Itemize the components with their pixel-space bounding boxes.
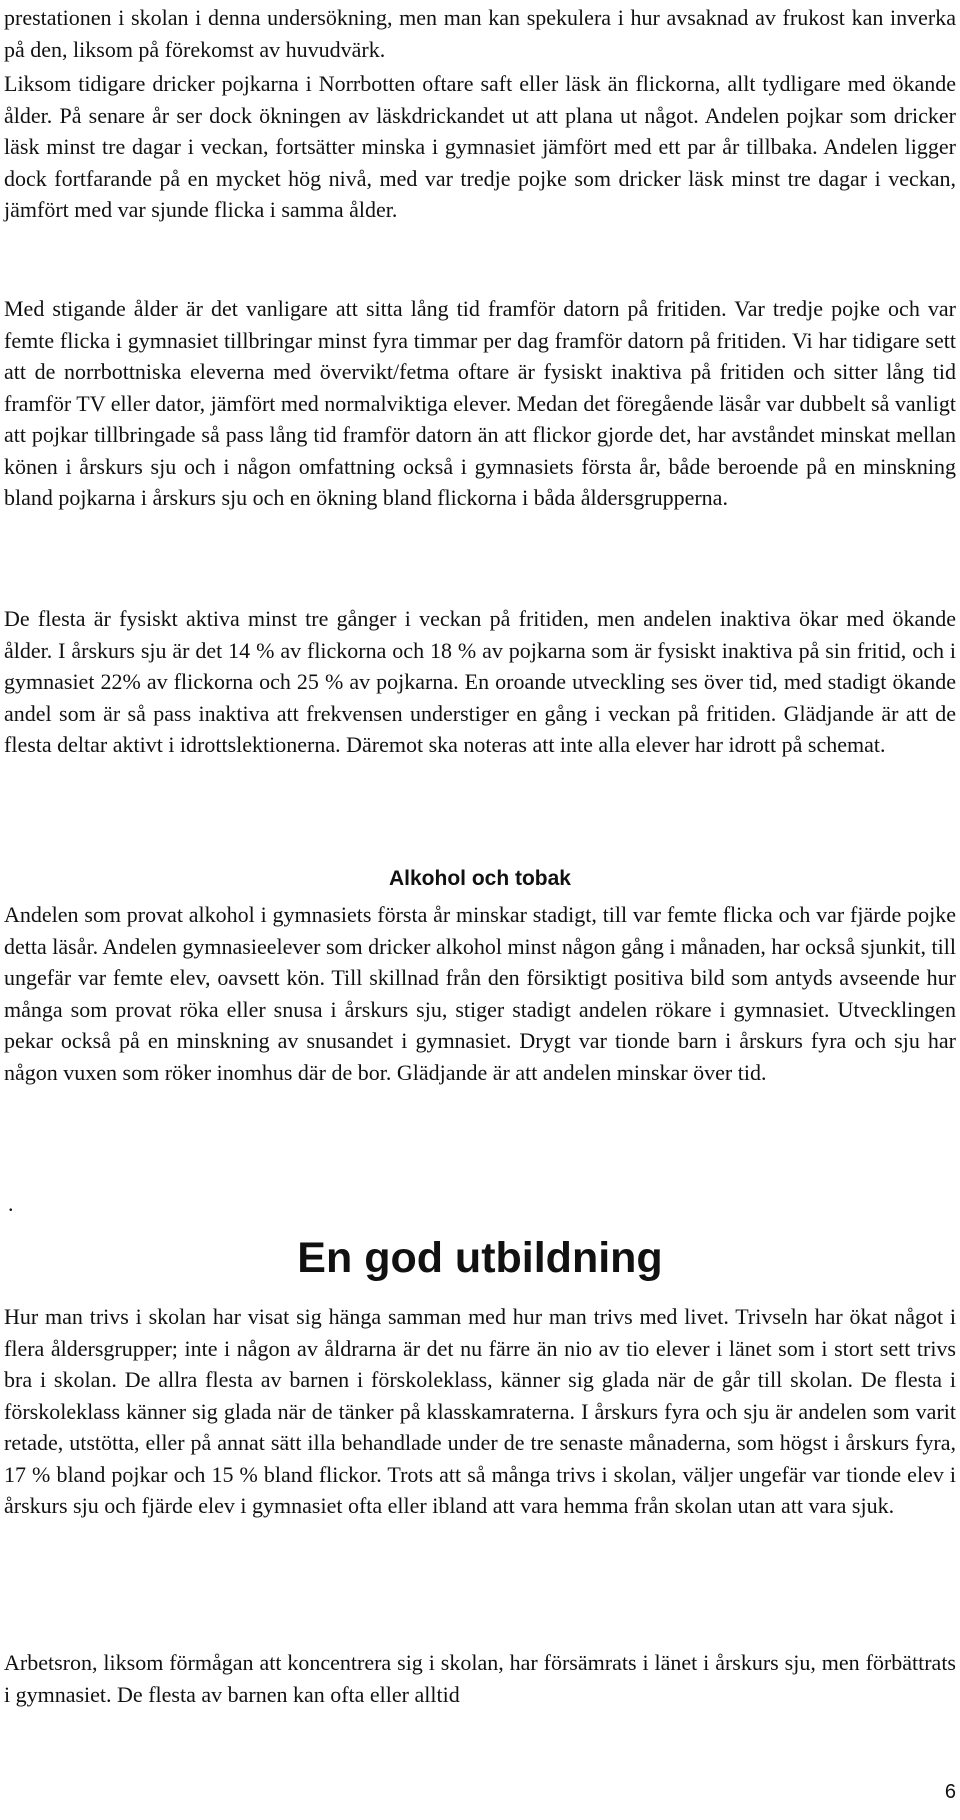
paragraph-computer-time: Med stigande ålder är det vanligare att sitta lång tid framför datorn på fritiden. Var tredje pojke och var femte flicka i gymnasiet tillbringar minst fyra timmar per dag framför datorn på fritiden. Vi har tidigare sett att de norrbottniska eleverna med övervikt/fetma oftare är fysiskt inaktiva på fritiden och sitter lång tid framför TV eller dator, jämfört med normalviktiga elever. Medan det föregående läsår var dubbelt så vanligt att pojkar tillbringade så pass lång tid framför datorn än att flickor gjorde det, har avståndet minskat mellan könen i årskurs sju och i någon omfattning också i gymnasiets första år, både beroende på en minskning bland pojkarna i årskurs sju och en ökning bland flickorna i båda åldersgrupperna. xyxy=(4,296,956,510)
stray-period: . xyxy=(8,1191,14,1216)
paragraph-physical-activity: De flesta är fysiskt aktiva minst tre gånger i veckan på fritiden, men andelen inaktiva ökar med ökande ålder. I årskurs sju är det 14 % av flickorna och 18 % av pojkarna som är fysiskt inaktiva på sin fritid, och i gymnasiet 22% av flickorna och 25 % av pojkarna. En oroande utveckling ses över tid, med stadigt ökande andel som är så pass inaktiva att frekvensen understiger en gång i veckan på fritiden. Glädjande är att de flesta deltar aktivt i idrottslektionerna. Däremot ska noteras att inte alla elever har idrott på schemat. xyxy=(4,606,956,757)
paragraph-alcohol-tobacco: Andelen som provat alkohol i gymnasiets första år minskar stadigt, till var femte flicka och var fjärde pojke detta läsår. Andelen gymnasieelever som dricker alkohol minst någon gång i månaden, har också sjunkit, till ungefär var femte elev, oavsett kön. Till skillnad från den försiktigt positiva bild som antyds avseende hur många som provat röka eller snusa i årskurs sju, stiger stadigt andelen rökare i gymnasiet. Utvecklingen pekar också på en minskning av snusandet i gymnasiet. Drygt var tionde barn i årskurs fyra och sju har någon vuxen som röker inomhus där de bor. Glädjande är att andelen minskar över tid. xyxy=(4,902,956,1085)
paragraph-school-wellbeing: Hur man trivs i skolan har visat sig hänga samman med hur man trivs med livet. Trivseln har ökat något i flera åldersgrupper; inte i någon av åldrarna är det nu färre än nio av tio elever i länet som i stort sett trivs bra i skolan. De allra flesta av barnen i förskoleklass, känner sig glada när de går till skolan. De flesta i förskoleklass känner sig glada när de tänker på klasskamraterna. I årskurs fyra och sju är andelen som varit retade, utstötta, eller på annat sätt illa behandlade under de tre senaste månaderna, som högst i årskurs fyra, 17 % bland pojkar och 15 % bland flickor. Trots att så många trivs i skolan, väljer ungefär var tionde elev i årskurs sju och fjärde elev i gymnasiet ofta eller ibland att vara hemma från skolan utan att vara sjuk. xyxy=(4,1304,956,1518)
paragraph-work-calm: Arbetsron, liksom förmågan att koncentrera sig i skolan, har försämrats i länet i årskurs sju, men förbättrats i gymnasiet. De flesta av barnen kan ofta eller alltid xyxy=(4,1650,956,1707)
chapter-heading: En god utbildning xyxy=(297,1234,663,1282)
paragraph-soft-drinks: Liksom tidigare dricker pojkarna i Norrbotten oftare saft eller läsk än flickorna, allt tydligare med ökande ålder. På senare år ser dock ökningen av läskdrickandet ut att plana ut något. Andelen pojkar som dricker läsk minst tre dagar i veckan, fortsätter minska i gymnasiet jämfört med ett par år tillbaka. Andelen ligger dock fortfarande på en mycket hög nivå, med var tredje pojke som dricker läsk minst tre dagar i veckan, jämfört med var sjunde flicka i samma ålder. xyxy=(4,71,956,222)
section-heading-alcohol-tobacco: Alkohol och tobak xyxy=(388,867,571,890)
page-number: 6 xyxy=(944,1781,956,1803)
paragraph-breakfast-conclusion: prestationen i skolan i denna undersökning, men man kan spekulera i hur avsaknad av frukost kan inverka på den, liksom på förekomst av huvudvärk. xyxy=(4,5,956,62)
